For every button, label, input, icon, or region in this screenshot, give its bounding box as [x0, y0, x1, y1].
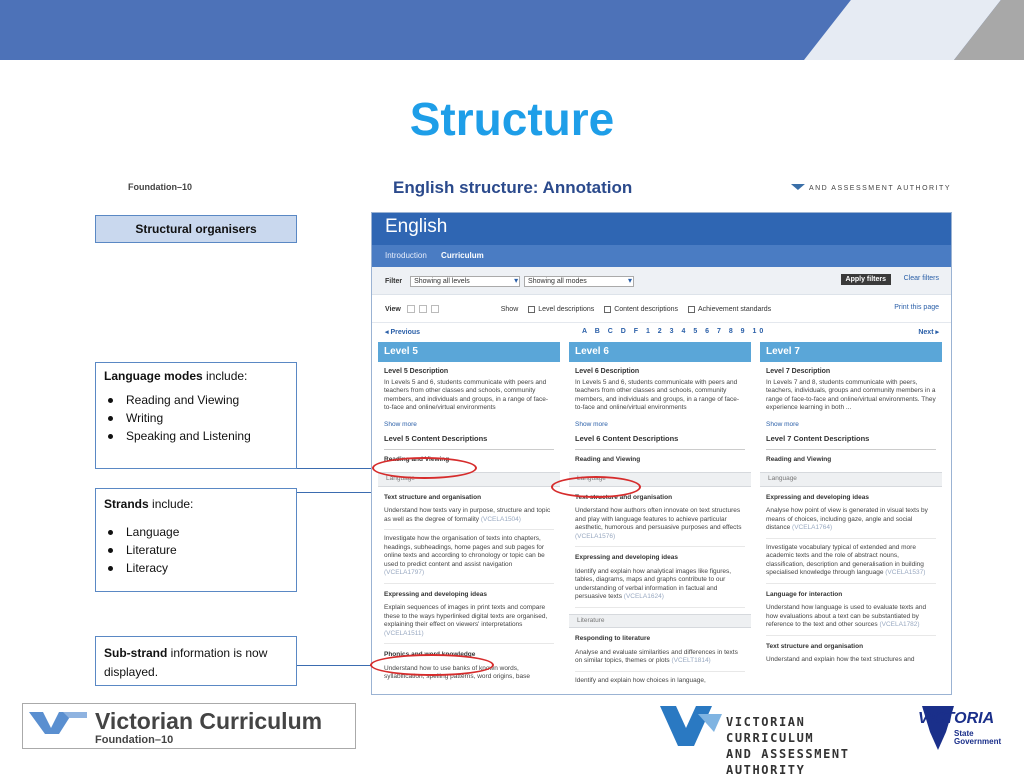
content-descriptions-heading: Level 5 Content Descriptions — [384, 435, 554, 450]
nav-curriculum[interactable]: Curriculum — [441, 251, 484, 260]
apply-filters-button[interactable]: Apply filters — [841, 274, 891, 285]
government-label: Government — [954, 737, 1002, 746]
description-body: Identify and explain how choices in language, — [575, 676, 706, 684]
code-link[interactable]: (VCELA1504) — [480, 515, 521, 523]
show-more-link[interactable]: Show more — [766, 420, 799, 428]
content-description — [384, 604, 554, 644]
vcaa-header-text — [791, 184, 951, 192]
next-link[interactable]: Next ▸ — [918, 329, 939, 336]
sub-strand-box — [95, 636, 297, 686]
vcaa-mark-icon — [791, 184, 805, 190]
language-modes-heading — [104, 369, 288, 383]
sub-strand-heading: Expressing and developing ideas — [384, 590, 487, 598]
sub-strand-rest: information is now displayed. — [104, 646, 268, 679]
content-description — [384, 535, 554, 584]
sub-strand-heading: Expressing and developing ideas — [766, 493, 869, 501]
description-title: Level 7 Description — [766, 368, 831, 375]
strand-label: Language — [760, 472, 942, 487]
vc-logo-mark-icon — [29, 712, 87, 734]
show-option: Level descriptions — [538, 305, 595, 313]
list-item: Writing — [126, 411, 288, 425]
structural-organisers-box: Structural organisers — [95, 215, 297, 243]
mode-label: Reading and Viewing — [766, 455, 832, 463]
header-bar — [0, 0, 1024, 60]
description-title: Level 6 Description — [575, 368, 640, 375]
content-descriptions-heading: Level 7 Content Descriptions — [766, 435, 936, 450]
vcaa-logo — [660, 706, 890, 777]
code-link[interactable]: (VCELA1624) — [623, 593, 664, 600]
sub-strand-heading: Text structure and organisation — [384, 493, 482, 501]
annotated-screenshot — [95, 170, 957, 695]
vc-logo-sub: Foundation–10 — [95, 734, 174, 746]
description-text: In Levels 7 and 8, students communicate with peers, teachers, individuals, groups and community members in a range of face-to-face and online/virtual environments. They experience learning in both ... — [766, 378, 936, 411]
victorian-curriculum-logo — [22, 703, 356, 749]
description-body: Investigate how the organisation of texts into chapters, headings, subheadings, home pages and sub pages for online texts and according to chronology or topic can be used to predict content and assist navigation — [384, 535, 545, 568]
content-description — [384, 507, 554, 530]
language-modes-bold: Language modes — [104, 369, 203, 383]
highlight-ring-phonics — [370, 654, 494, 676]
sub-strand-heading: Phonics and word knowledge — [384, 651, 476, 658]
view-grid-icon[interactable] — [431, 305, 439, 313]
description-body: Identify and explain how analytical images like figures, tables, diagrams, maps and graphs contribute to our understanding of verbal information in factual and persuasive texts — [575, 567, 732, 600]
description-text: In Levels 5 and 6, students communicate with peers and teachers from other classes and schools, community members, and individuals and groups, in a range of face-to-face and online/virtual environments — [575, 378, 740, 411]
level-heading[interactable]: Level 7 — [760, 342, 942, 362]
nav-introduction[interactable]: Introduction — [385, 251, 427, 260]
victoria-wordmark: VICTORIA — [918, 710, 995, 727]
content-description — [766, 604, 936, 636]
content-description — [575, 649, 745, 672]
code-link[interactable]: (VCELA1576) — [575, 532, 616, 540]
strands-rest: include: — [148, 497, 194, 511]
language-modes-list — [104, 393, 288, 443]
web-page-title: English — [372, 213, 951, 245]
view-columns-icon[interactable] — [419, 305, 427, 313]
sub-strand-heading: Text structure and organisation — [766, 642, 864, 650]
strands-list — [104, 525, 288, 575]
description-body: Analyse how point of view is generated in visual texts by means of choices, including gaze, angle and social distance — [766, 507, 928, 531]
level-pager — [372, 323, 951, 341]
sub-strand-heading: Language for interaction — [766, 590, 843, 598]
strands-box — [95, 488, 297, 592]
level-column — [378, 342, 560, 688]
strands-bold: Strands — [104, 497, 149, 511]
checkbox-level-descriptions[interactable] — [528, 306, 535, 313]
description-title: Level 5 Description — [384, 368, 449, 375]
level-heading[interactable]: Level 5 — [378, 342, 560, 362]
highlight-ring-language — [551, 476, 641, 498]
description-body: Understand how texts vary in purpose, structure and topic as well as the degree of formality — [384, 507, 551, 523]
description-text: In Levels 5 and 6, students communicate with peers and teachers from other classes and schools, community members, and individuals and groups, in a range of face-to-face and online/virtual environments — [384, 378, 549, 411]
list-item: Literature — [126, 543, 288, 557]
vc-logo-title: Victorian Curriculum — [95, 708, 323, 734]
list-item: Speaking and Listening — [126, 429, 288, 443]
sub-strand-heading: Text structure and organisation — [575, 493, 673, 501]
show-more-link[interactable]: Show more — [575, 420, 608, 428]
content-descriptions-heading: Level 6 Content Descriptions — [575, 435, 745, 450]
show-label: Show — [500, 305, 519, 313]
view-bar — [372, 295, 951, 323]
description-body: Understand how to use banks of known words, syllabification, spelling patterns, word origins, base — [384, 664, 530, 680]
previous-link[interactable]: ◂ Previous — [385, 329, 421, 336]
annotation-title: English structure: Annotation — [393, 178, 633, 197]
state-label: State — [954, 729, 974, 738]
code-link[interactable]: (VCELA1537) — [885, 569, 926, 576]
level-index-links[interactable]: A B C D F 1 2 3 4 5 6 7 8 9 10 — [582, 328, 767, 335]
show-more-link[interactable]: Show more — [384, 420, 417, 428]
print-link[interactable]: Print this page — [894, 304, 939, 311]
content-description — [575, 568, 745, 608]
vcaa-logo-mark-icon — [660, 706, 722, 746]
level-heading[interactable]: Level 6 — [569, 342, 751, 362]
code-link[interactable]: (VCELT1814) — [671, 657, 711, 664]
language-modes-rest: include: — [202, 369, 248, 383]
strand-label: Language — [378, 472, 560, 487]
filter-bar — [372, 267, 951, 295]
description-body: Understand how authors often innovate on text structures and play with language features to achieve particular aesthetic, humorous and persuasive purposes and effects — [575, 507, 742, 531]
state-government-text — [954, 730, 1001, 746]
strands-heading — [104, 497, 288, 511]
strand-label: Literature — [569, 614, 751, 629]
vcaa-logo-text — [726, 714, 890, 778]
mode-label: Reading and Viewing — [575, 455, 641, 463]
view-label: View — [385, 305, 401, 313]
description-body: Explain sequences of images in print texts and compare these to the ways hyperlinked digital texts are organised, explaining their effect on viewers' interpretations — [384, 604, 548, 628]
mode-label: Reading and Viewing — [384, 455, 450, 463]
connector-modes — [297, 468, 377, 469]
modes-select[interactable]: Showing all modes ▾ — [524, 276, 634, 287]
strand-label: Language — [569, 472, 751, 487]
content-description — [766, 507, 936, 539]
show-option: Achievement standards — [697, 305, 772, 313]
code-link[interactable]: (VCELA1511) — [384, 629, 424, 637]
sub-strand-bold: Sub-strand — [104, 646, 168, 660]
show-option: Content descriptions — [614, 305, 679, 313]
description-body: Analyse and evaluate similarities and differences in texts on similar topics, themes or plots — [575, 648, 738, 664]
list-item: Reading and Viewing — [126, 393, 288, 407]
level-column — [760, 342, 942, 671]
web-nav — [372, 245, 951, 267]
description-body: Understand how language is used to evaluate texts and how evaluations about a text can be substantiated by reference to the text and other sources — [766, 604, 927, 628]
clear-filters-link[interactable]: Clear filters — [903, 275, 939, 282]
checkbox-content-descriptions[interactable] — [604, 306, 611, 313]
content-description — [766, 544, 936, 584]
connector-substrand — [297, 665, 377, 666]
vcaa-line-2: AND ASSESSMENT AUTHORITY — [726, 747, 850, 777]
filter-label: Filter — [385, 278, 403, 285]
highlight-ring-reading — [372, 457, 477, 479]
level-column — [569, 342, 751, 691]
code-link[interactable]: (VCELA1764) — [792, 524, 833, 531]
description-body: Understand and explain how the text structures and — [766, 656, 915, 663]
code-link[interactable]: (VCELA1782) — [879, 621, 920, 628]
victoria-state-government-logo — [918, 700, 1002, 752]
foundation-label: Foundation–10 — [128, 182, 193, 192]
checkbox-achievement-standards[interactable] — [688, 306, 695, 313]
sub-strand-heading: Expressing and developing ideas — [575, 554, 678, 561]
description-body: Investigate vocabulary typical of extended and more academic texts and the role of abstract nouns, classification, description and generalisation in building specialised knowledge through language — [766, 543, 924, 576]
code-link[interactable]: (VCELA1797) — [384, 569, 425, 576]
curriculum-web-page — [371, 212, 952, 695]
language-modes-box — [95, 362, 297, 469]
sub-strand-heading: Responding to literature — [575, 635, 651, 642]
view-list-icon[interactable] — [407, 305, 415, 313]
levels-select[interactable]: Showing all levels ▾ — [410, 276, 520, 287]
content-description — [575, 507, 745, 547]
vcaa-header-label: AND ASSESSMENT AUTHORITY — [808, 185, 951, 192]
list-item: Language — [126, 525, 288, 539]
vcaa-line-1: VICTORIAN CURRICULUM — [726, 715, 815, 745]
slide-title: Structure — [409, 93, 615, 145]
list-item: Literacy — [126, 561, 288, 575]
